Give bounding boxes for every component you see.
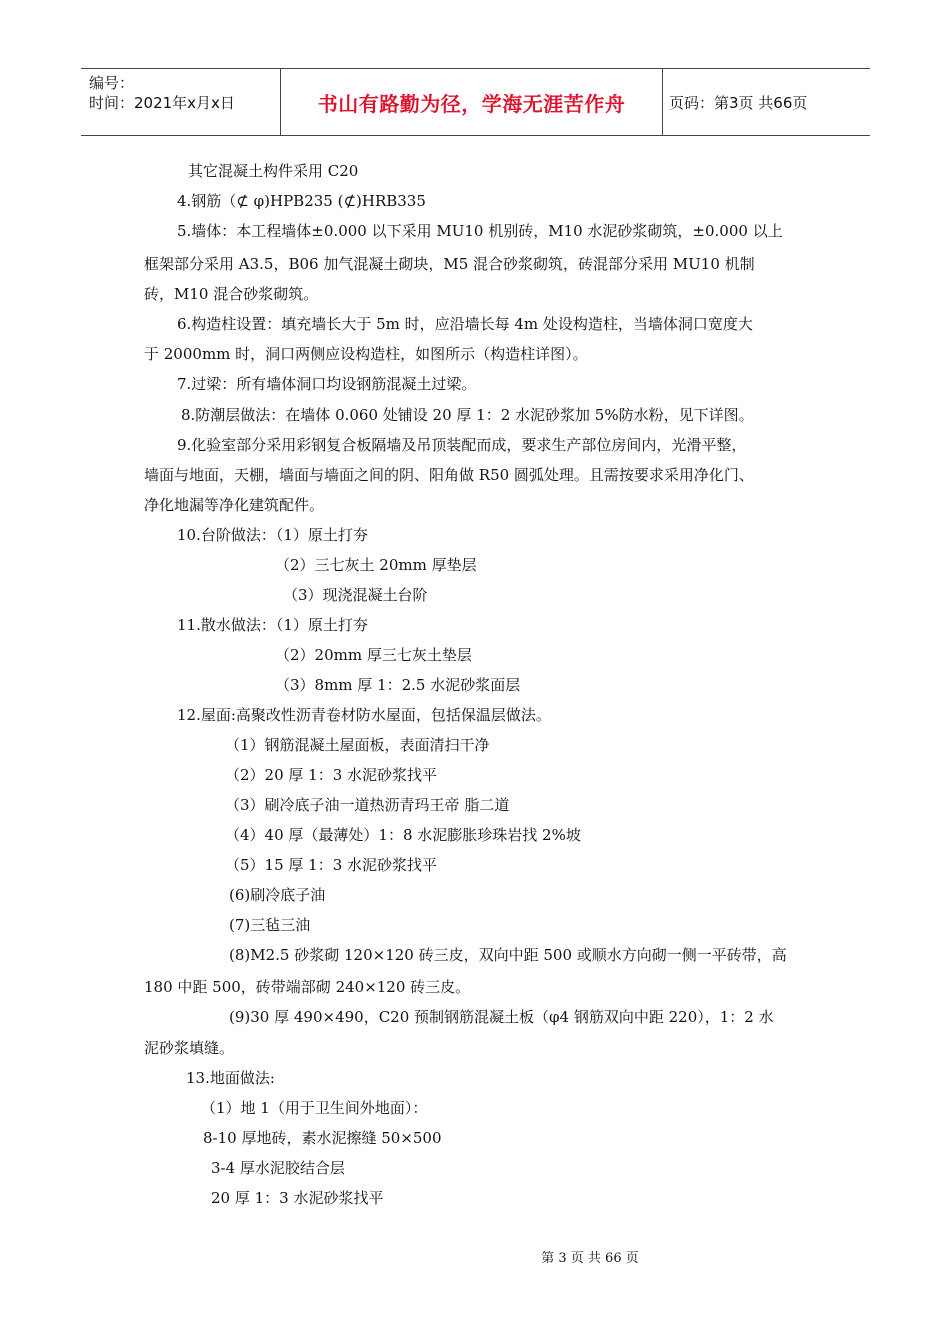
text-line: 9.化验室部分采用彩钢复合板隔墙及吊顶装配而成，要求生产部位房间内，光滑平整，	[177, 436, 747, 454]
date-label: 时间：2021年x月x日	[89, 94, 235, 112]
page-footer: 第 3 页 共 66 页	[541, 1251, 639, 1266]
text-line: 13.地面做法:	[186, 1069, 275, 1087]
text-line: （4）40 厚（最薄处）1：8 水泥膨胀珍珠岩找 2%坡	[225, 826, 581, 844]
text-line: 8.防潮层做法：在墙体 0.060 处铺设 20 厚 1：2 水泥砂浆加 5%防水粉，见下详图。	[181, 406, 754, 424]
text-line: (8)M2.5 砂浆砌 120×120 砖三皮，双向中距 500 或顺水方向砌一侧一平砖带，高	[229, 946, 787, 964]
header-motto: 书山有路勤为径，学海无涯苦作舟	[281, 69, 663, 135]
text-line: 4.钢筋（⊄ φ)HPB235 (⊄)HRB335	[177, 192, 426, 210]
text-line: （3）8mm 厚 1：2.5 水泥砂浆面层	[275, 676, 521, 694]
text-line: (6)刷冷底子油	[229, 886, 326, 904]
text-line: 3-4 厚水泥胶结合层	[211, 1159, 345, 1177]
text-line: （1）地 1（用于卫生间外地面）：	[201, 1099, 428, 1117]
text-line: 12.屋面:高聚改性沥青卷材防水屋面，包括保温层做法。	[177, 706, 551, 724]
header-info-cell	[81, 69, 281, 135]
text-line: (9)30 厚 490×490，C20 预制钢筋混凝土板（φ4 钢筋双向中距 220），1：2 水	[229, 1008, 774, 1026]
text-line: 砖，M10 混合砂浆砌筑。	[144, 285, 319, 303]
text-line: （3）刷冷底子油一道热沥青玛王帝 脂二道	[225, 796, 510, 814]
text-line: （3）现浇混凝土台阶	[283, 586, 428, 604]
text-line: 5.墙体：本工程墙体±0.000 以下采用 MU10 机别砖，M10 水泥砂浆砌筑，±0.000 以上	[177, 222, 783, 240]
text-line: 墙面与地面，天棚，墙面与墙面之间的阴、阳角做 R50 圆弧处理。且需按要求采用净化门、	[144, 466, 754, 484]
text-line: （2）三七灰土 20mm 厚垫层	[275, 556, 477, 574]
text-line: 其它混凝土构件采用 C20	[188, 162, 359, 180]
text-line: 框架部分采用 A3.5，B06 加气混凝土砌块，M5 混合砂浆砌筑，砖混部分采用 MU10 机制	[144, 255, 755, 273]
text-line: 净化地漏等净化建筑配件。	[144, 496, 325, 514]
text-line: 6.构造柱设置：填充墙长大于 5m 时，应沿墙长每 4m 处设构造柱，当墙体洞口宽度大	[177, 315, 753, 333]
text-line: 11.散水做法：（1）原土打夯	[177, 616, 368, 634]
text-line: （2）20 厚 1：3 水泥砂浆找平	[225, 766, 438, 784]
text-line: 泥砂浆填缝。	[144, 1039, 235, 1057]
text-line: 20 厚 1：3 水泥砂浆找平	[211, 1189, 384, 1207]
text-line: 8-10 厚地砖，素水泥擦缝 50×500	[203, 1129, 442, 1147]
text-line: 7.过梁：所有墙体洞口均设钢筋混凝土过梁。	[177, 375, 477, 393]
text-line: 180 中距 500，砖带端部砌 240×120 砖三皮。	[144, 978, 471, 996]
text-line: 10.台阶做法：（1）原土打夯	[177, 526, 368, 544]
page-header	[81, 68, 870, 136]
text-line: （1）钢筋混凝土屋面板，表面清扫干净	[225, 736, 490, 754]
text-line: 于 2000mm 时，洞口两侧应设构造柱，如图所示（构造柱详图）。	[144, 345, 588, 363]
text-line: （5）15 厚 1：3 水泥砂浆找平	[225, 856, 438, 874]
serial-label: 编号：	[89, 74, 135, 92]
header-page-label: 页码：第3页 共66页	[669, 93, 808, 112]
text-line: （2）20mm 厚三七灰土垫层	[275, 646, 472, 664]
text-line: (7)三毡三油	[229, 916, 311, 934]
